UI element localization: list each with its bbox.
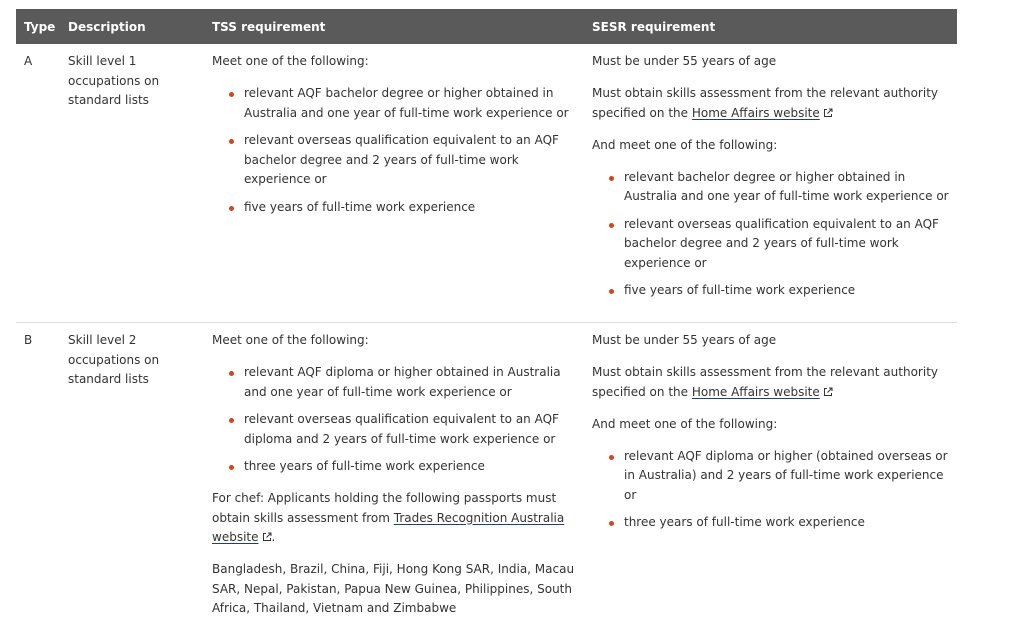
row-type: A (24, 54, 33, 68)
list-item: five years of full-time work experience (592, 281, 954, 301)
list-item: relevant AQF diploma or higher (obtained overseas or in Australia) and 2 years of full-time work experience or (592, 447, 954, 506)
list-item: relevant bachelor degree or higher obtained in Australia and one year of full-time work experience or (592, 168, 954, 207)
bullet-icon (229, 465, 234, 470)
sesr-cell (592, 52, 954, 313)
tss-cell (212, 331, 578, 631)
list-item: relevant overseas qualification equivalent to an AQF diploma and 2 years of full-time work experience or (212, 410, 578, 449)
tss-intro: Meet one of the following: (212, 333, 369, 347)
bullet-icon (229, 418, 234, 423)
header-description: Description (68, 20, 146, 34)
list-item: relevant overseas qualification equivalent to an AQF bachelor degree and 2 years of full-time work experience or (592, 215, 954, 274)
sesr-intro: And meet one of the following: (592, 416, 778, 431)
sesr-cell (592, 331, 954, 545)
bullet-icon (229, 139, 234, 144)
table-row (16, 323, 957, 635)
bullet-icon (229, 371, 234, 376)
table-row (16, 44, 957, 323)
list-item: relevant AQF bachelor degree or higher obtained in Australia and one year of full-time work experience or (212, 84, 578, 123)
external-link-icon (262, 532, 272, 542)
row-description: Skill level 2 occupations on standard lists (68, 333, 160, 386)
tss-intro: Meet one of the following: (212, 54, 369, 68)
tss-cell (212, 52, 578, 230)
header-tss: TSS requirement (212, 20, 326, 34)
bullet-icon (229, 206, 234, 211)
sesr-list (592, 447, 954, 533)
tss-list (212, 84, 578, 217)
sesr-intro: And meet one of the following: (592, 137, 778, 152)
requirements-table (16, 9, 957, 635)
sesr-assessment: Must obtain skills assessment from the relevant authority specified on the Home Affairs website (592, 86, 938, 120)
sesr-age: Must be under 55 years of age (592, 333, 777, 347)
row-type: B (24, 333, 33, 347)
sesr-list (592, 168, 954, 301)
bullet-icon (229, 92, 234, 97)
tss-countries: Bangladesh, Brazil, China, Fiji, Hong Kong SAR, India, Macau SAR, Nepal, Pakistan, Papua New Guinea, Philippines, South Africa, Thailand, Vietnam and Zimbabwe (212, 562, 575, 615)
external-link-icon (823, 108, 833, 118)
sesr-assessment: Must obtain skills assessment from the relevant authority specified on the Home Affairs website (592, 365, 938, 399)
list-item: three years of full-time work experience (592, 513, 954, 533)
row-description: Skill level 1 occupations on standard lists (68, 54, 160, 107)
list-item: three years of full-time work experience (212, 457, 578, 477)
bullet-icon (609, 521, 614, 526)
bullet-icon (609, 223, 614, 228)
bullet-icon (609, 176, 614, 181)
external-link-icon (823, 387, 833, 397)
tss-chef-note: For chef: Applicants holding the following passports must obtain skills assessment from Trades Recognition Australia website . (212, 491, 565, 544)
table-header (16, 9, 957, 44)
bullet-icon (609, 455, 614, 460)
list-item: relevant overseas qualification equivalent to an AQF bachelor degree and 2 years of full-time work experience or (212, 131, 578, 190)
tss-list (212, 363, 578, 477)
list-item: relevant AQF diploma or higher obtained in Australia and one year of full-time work experience or (212, 363, 578, 402)
header-type: Type (24, 20, 56, 34)
list-item: five years of full-time work experience (212, 198, 578, 218)
home-affairs-link[interactable]: Home Affairs website (692, 106, 833, 120)
bullet-icon (609, 289, 614, 294)
sesr-age: Must be under 55 years of age (592, 54, 777, 68)
trades-recognition-link[interactable]: Trades Recognition Australia website (212, 510, 565, 544)
home-affairs-link[interactable]: Home Affairs website (692, 385, 833, 399)
header-sesr: SESR requirement (592, 20, 716, 34)
